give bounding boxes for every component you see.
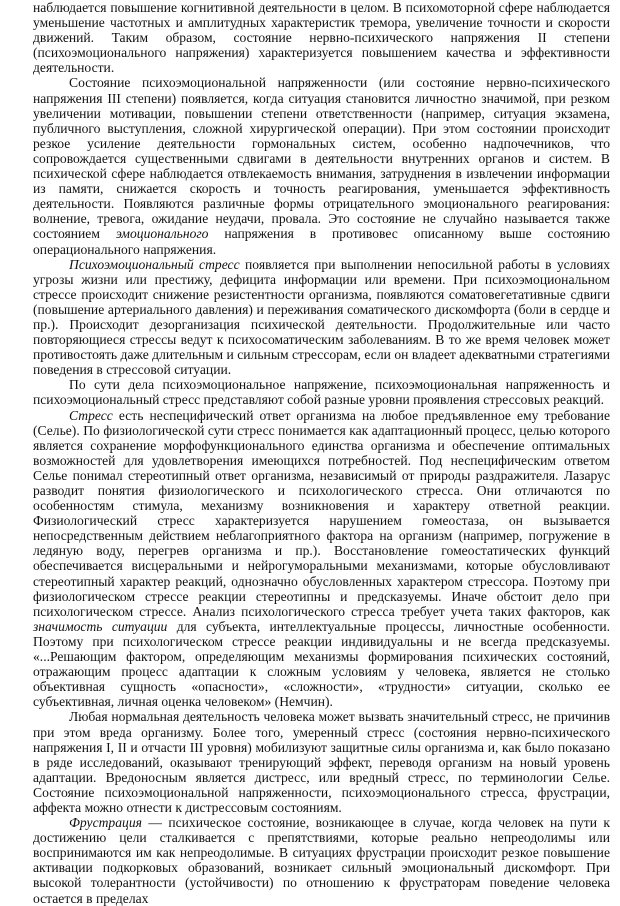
- paragraph: [33, 75, 610, 256]
- italic-term: Стресс: [69, 407, 113, 423]
- paragraph-text: напряжения в противовес описанному выше состоянию операционального напряжения.: [33, 226, 610, 257]
- document-body: [33, 0, 610, 906]
- paragraph: [33, 257, 610, 378]
- paragraph: [33, 408, 610, 710]
- paragraph-text: для субъекта, интеллектуальные процессы, личностные особенности. Поэтому при психологическом стрессе реакции индивидуальны и не всегда предсказуемы. «...Решающим фактором, определяющим механизмы формирования психических состояний, отражающим процесс адаптации к сложным условиям у человека, является не столько объективная сущность «опасности», «сложности», «трудности» ситуации, сколько ее субъективная, личная оценка человеком» (Немчин).: [33, 618, 610, 710]
- paragraph: [33, 377, 610, 407]
- paragraph-text: Любая нормальная деятельность человека может вызвать значительный стресс, не причинив при этом вреда организму. Более того, умеренный стресс (состояния нервно-психического напряжения I, II и отчасти III уровня) мобилизуют защитные силы организма и, как было показано в ряде исследований, оказывают тренирующий эффект, переводя организм на новый уровень адаптации. Вредоносным является дистресс, или вредный стресс, по терминологии Селье. Состояние психоэмоциональной напряженности, психоэмоционального стресса, фрустрации, аффекта можно отнести к дистрессовым состояниям.: [33, 709, 610, 815]
- paragraph-text: появляется при выполнении непосильной работы в условиях угрозы жизни или престижу, дефицита информации или времени. При психоэмоциональном стрессе происходит снижение резистентности организма, появляются соматовегетативные сдвиги (повышение артериального давления) и переживания соматического дискомфорта (боли в сердце и пр.). Происходит дезорганизация психической деятельности. Продолжительные или часто повторяющиеся стрессы ведут к психосоматическим заболеваниям. В то же время человек может противостоять даже длительным и сильным стрессорам, если он владеет адекватными стратегиями поведения в стрессовой ситуации.: [33, 256, 610, 378]
- paragraph-text: есть неспецифический ответ организма на любое предъявленное ему требование (Селье). По физиологической сути стресс понимается как адаптационный процесс, целью которого является сохранение морфофункционального единства организма и обеспечение оптимальных возможностей для удовлетворения имеющихся потребностей. Под неспецифическим ответом Селье понимал стереотипный ответ организма, независимый от природы раздражителя. Лазарус разводит понятия физиологического и психологического стресса. Они отличаются по особенностям стимула, механизму возникновения и характеру ответной реакции. Физиологический стресс характеризуется нарушением гомеостаза, он вызывается непосредственным действием неблагоприятного фактора на организм (например, погружение в ледяную воду, перегрев организма и пр.). Восстановление гомеостатических функций обеспечивается висцеральными и нейрогуморальными механизмами, которые обусловливают стереотипный характер реакций, однозначно обусловленных характером стрессора. Поэтому при физиологическом стрессе реакции стереотипны и предсказуемы. Иначе обстоит дело при психологическом стрессе. Анализ психологического стресса требует учета таких факторов, как: [33, 407, 610, 619]
- italic-term: Психоэмоциональный стресс: [69, 256, 240, 272]
- paragraph-text: — психическое состояние, возникающее в случае, когда человек на пути к достижению цели сталкивается с препятствиями, которые реально непреодолимы или воспринимаются им как непреодолимые. В ситуациях фрустрации происходит резкое повышение активации подкорковых образований, возникает сильный эмоциональный дискомфорт. При высокой толерантности (устойчивости) по отношению к фрустраторам поведение человека остается в пределах: [33, 815, 610, 906]
- paragraph-text: По сути дела психоэмоциональное напряжение, психоэмоциональная напряженность и психоэмоциональный стресс представляют собой разные уровни проявления стрессовых реакций.: [33, 377, 610, 408]
- paragraph: [33, 0, 610, 75]
- paragraph-text: Состояние психоэмоциональной напряженности (или состояние нервно-психического напряжения III степени) появляется, когда ситуация становится личностно значимой, при резком увеличении мотивации, повышении степени ответственности (например, ситуация экзамена, публичного выступления, сложной хирургической операции). При этом состоянии происходит резкое усиление деятельности гормональных систем, особенно надпочечников, что сопровождается существенными сдвигами в деятельности внутренних органов и систем. В психической сфере наблюдается отвлекаемость внимания, затруднения в извлечении информации из памяти, снижается скорость и точность реагирования, уменьшается эффективность деятельности. Появляются различные формы отрицательного эмоционального реагирования: волнение, тревога, ожидание неудачи, провала. Это состояние не случайно называется также состоянием: [33, 75, 610, 242]
- italic-term: значимость ситуации: [33, 618, 168, 634]
- italic-term: Фрустрация: [69, 815, 142, 831]
- paragraph: [33, 815, 610, 906]
- paragraph: [33, 709, 610, 815]
- italic-term: эмоционального: [115, 226, 209, 242]
- paragraph-text: наблюдается повышение когнитивной деятельности в целом. В психомоторной сфере наблюдается уменьшение частотных и амплитудных характеристик тремора, увеличение точности и скорости движений. Таким образом, состояние нервно-психического напряжения II степени (психоэмоционального напряжения) характеризуется повышением качества и эффективности деятельности.: [33, 0, 610, 76]
